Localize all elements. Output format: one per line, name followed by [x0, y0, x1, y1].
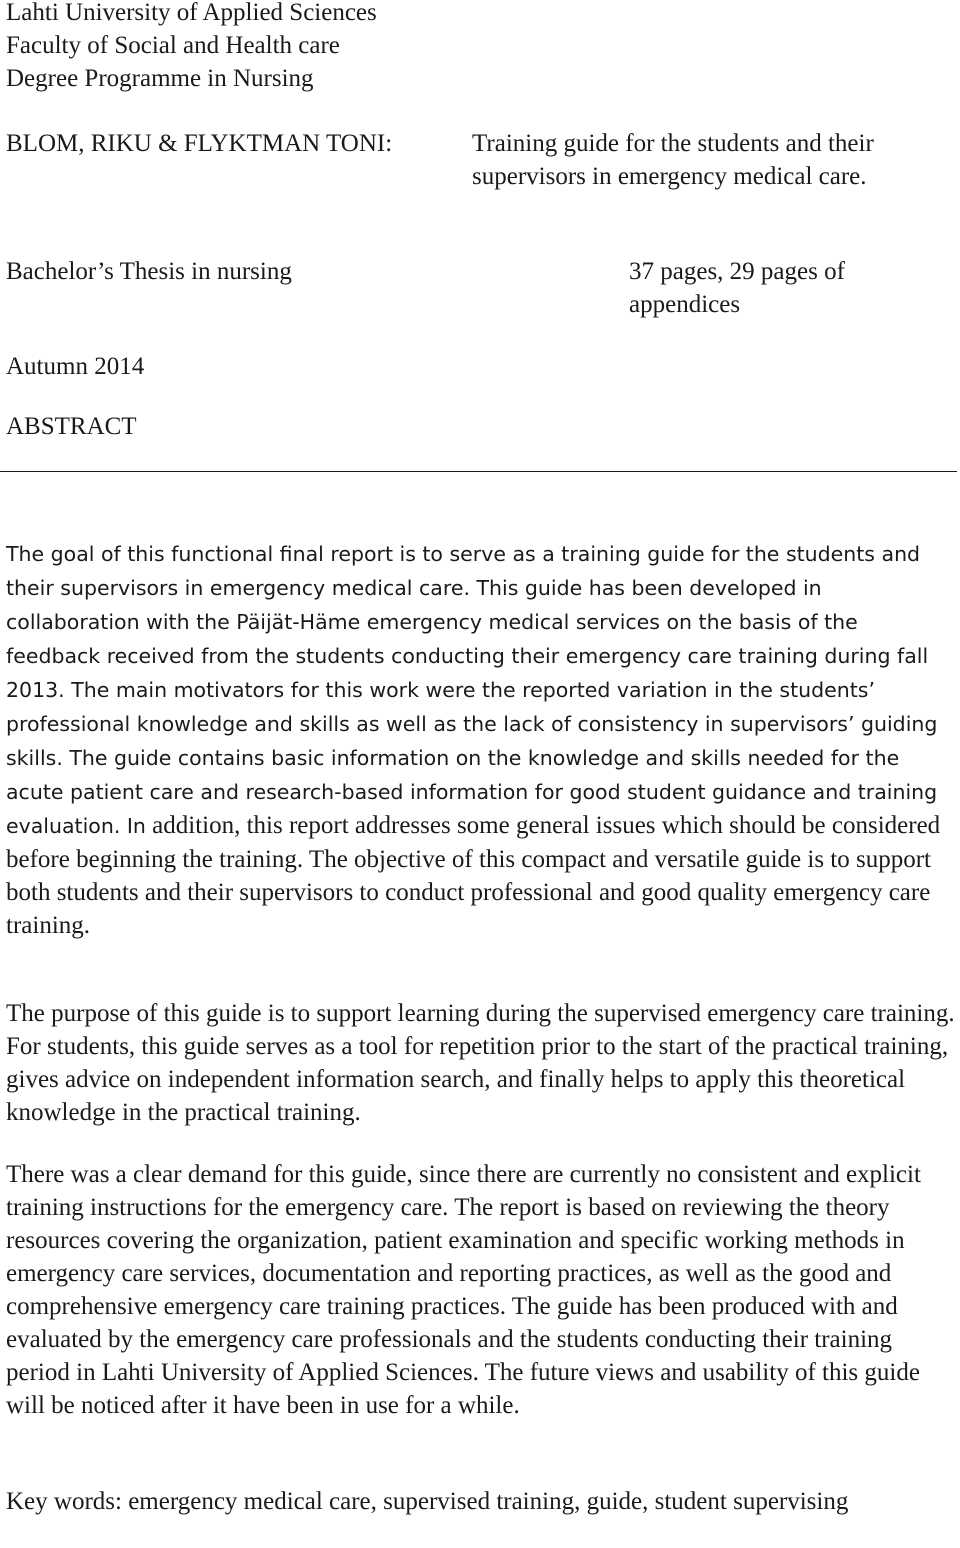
term: Autumn 2014: [6, 353, 145, 380]
abstract-paragraph-3: There was a clear demand for this guide, since there are currently no consistent and explicit training instructions for the emergency care. The report is based on reviewing the theory resources covering the organization, patient examination and specific working methods in emergency care services, documentation and reporting practices, as well as the good and comprehensive emergency care training practices. The guide has been produced with and evaluated by the emergency care professionals and the students conducting their training period in Lahti University of Applied Sciences. The future views and usability of this guide will be noticed after it have been in use for a while.: [6, 1161, 921, 1419]
programme-name: Degree Programme in Nursing: [6, 65, 314, 92]
divider-line: [0, 471, 957, 472]
abstract-paragraph-1-sans: The goal of this functional final report is to serve as a training guide for the students and their supervisors in emergency medical care. This guide has been developed in collaboration with the Päijät-Häme emergency medical services on the basis of the feedback received from the students conducting their emergency care training during fall 2013. The main motivators for this work were the reported variation in the students’ professional knowledge and skills as well as the lack of consistency in supervisors’ guiding skills. The guide contains basic information on the knowledge and skills needed for the acute patient care and research-based information for good student guidance and training evaluation. In: [6, 542, 938, 838]
university-name: Lahti University of Applied Sciences: [6, 0, 377, 26]
abstract-paragraph-1-serif: addition, this report addresses some general issues which should be considered before beginning the training. The objective of this compact and versatile guide is to support both students and their supervisors to conduct professional and good quality emergency care training.: [6, 812, 941, 939]
keywords: Key words: emergency medical care, supervised training, guide, student supervising: [6, 1488, 849, 1515]
header-block: [6, 0, 906, 95]
abstract-paragraph-2: The purpose of this guide is to support learning during the supervised emergency care training. For students, this guide serves as a tool for repetition prior to the start of the practical training, gives advice on independent information search, and finally helps to apply this theoretical knowledge in the practical training.: [6, 1000, 955, 1126]
abstract-paragraph-1: [6, 537, 956, 942]
abstract-heading: ABSTRACT: [6, 413, 137, 440]
page-count: 37 pages, 29 pages of appendices: [629, 258, 845, 318]
thesis-type: Bachelor’s Thesis in nursing: [6, 258, 292, 285]
faculty-name: Faculty of Social and Health care: [6, 32, 340, 59]
thesis-title: Training guide for the students and their supervisors in emergency medical care.: [472, 130, 874, 190]
authors: BLOM, RIKU & FLYKTMAN TONI:: [6, 130, 393, 157]
